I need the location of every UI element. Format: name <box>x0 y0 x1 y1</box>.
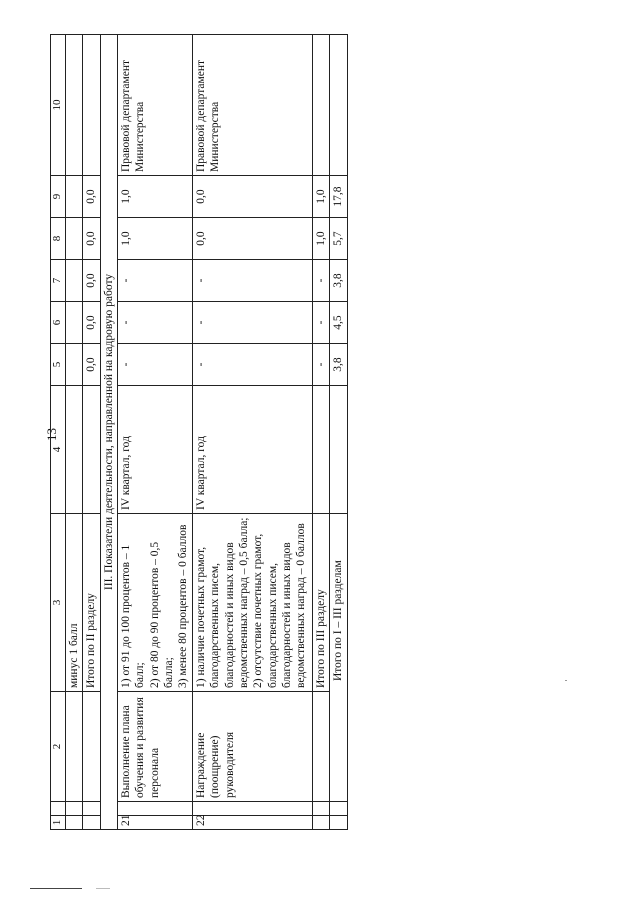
indicator-period: IV квартал, год <box>192 386 312 514</box>
criteria-table <box>50 34 348 830</box>
grand-total-value-6: 4,5 <box>330 302 347 344</box>
row-number: 21 <box>117 816 192 830</box>
footer-rule-faint <box>96 888 110 889</box>
header-cell-2: 2 <box>51 692 66 802</box>
section-title: III. Показатели деятельности, направленной на кадровую работу <box>100 35 117 830</box>
total-value-9: 0,0 <box>83 176 100 218</box>
total-value-9: 1,0 <box>312 176 329 218</box>
value-5: - <box>117 344 192 386</box>
total-value-6: 0,0 <box>83 302 100 344</box>
table-row-minus-ball <box>65 35 82 830</box>
total-label: Итого по II разделу <box>83 514 100 692</box>
value-6: - <box>117 302 192 344</box>
header-cell-10: 10 <box>51 35 66 176</box>
value-5: - <box>192 344 312 386</box>
rotated-table-container <box>50 35 345 830</box>
grand-total-value-8: 5,7 <box>330 218 347 260</box>
header-cell-7: 7 <box>51 260 66 302</box>
header-cell-1: 1 <box>51 816 66 830</box>
header-cell-5: 5 <box>51 344 66 386</box>
total-value-7: 0,0 <box>83 260 100 302</box>
responsible-department: Правовой департамент Министерства <box>192 35 312 176</box>
value-8: 1,0 <box>117 218 192 260</box>
grand-total-value-5: 3,8 <box>330 344 347 386</box>
section-title-row <box>100 35 117 830</box>
indicator-period: IV квартал, год <box>117 386 192 514</box>
value-7: - <box>117 260 192 302</box>
responsible-department: Правовой департамент Министерства <box>117 35 192 176</box>
grand-total-label: Итого по I – III разделам <box>330 514 347 802</box>
indicator-criteria: 1) от 91 до 100 процентов – 1 балл; 2) от 80 до 90 процентов – 0,5 балла; 3) менее 80 процентов – 0 баллов <box>117 514 192 692</box>
header-cell-empty <box>51 802 66 816</box>
value-8: 0,0 <box>192 218 312 260</box>
grand-total-value-7: 3,8 <box>330 260 347 302</box>
page-number: 13 <box>44 428 59 441</box>
value-7: - <box>192 260 312 302</box>
value-9: 1,0 <box>117 176 192 218</box>
total-value-5: 0,0 <box>83 344 100 386</box>
grand-total-value-9: 17,8 <box>330 176 347 218</box>
table-row-21 <box>117 35 192 830</box>
header-cell-4: 4 <box>51 386 66 514</box>
footer-rule <box>30 888 82 889</box>
header-cell-9: 9 <box>51 176 66 218</box>
header-cell-3: 3 <box>51 514 66 692</box>
total-value-5: - <box>312 344 329 386</box>
total-label: Итого по III разделу <box>312 514 329 692</box>
indicator-name: Выполнение плана обучения и развития персонала <box>117 692 192 802</box>
header-cell-6: 6 <box>51 302 66 344</box>
indicator-name: Награждение (поощрение) руководителя <box>192 692 312 802</box>
total-value-6: - <box>312 302 329 344</box>
total-value-7: - <box>312 260 329 302</box>
table-row-total-section-2 <box>83 35 100 830</box>
table-row-total-section-3 <box>312 35 329 830</box>
header-cell-8: 8 <box>51 218 66 260</box>
value-6: - <box>192 302 312 344</box>
table-row-22 <box>192 35 312 830</box>
total-value-8: 0,0 <box>83 218 100 260</box>
table-row-total-all <box>330 35 347 830</box>
scan-speck <box>565 680 567 681</box>
indicator-criteria: 1) наличие почетных грамот, благодарственных писем, благодарностей и иных видов ведомственных наград – 0,5 балла; 2) отсутствие почетных грамот, благодарственных писем, благодарностей и иных видов ведомственных наград – 0 баллов <box>192 514 312 692</box>
row-number: 22 <box>192 816 312 830</box>
header-row <box>51 35 66 830</box>
table-cell-criteria: минус 1 балл <box>65 514 82 692</box>
total-value-8: 1,0 <box>312 218 329 260</box>
value-9: 0,0 <box>192 176 312 218</box>
